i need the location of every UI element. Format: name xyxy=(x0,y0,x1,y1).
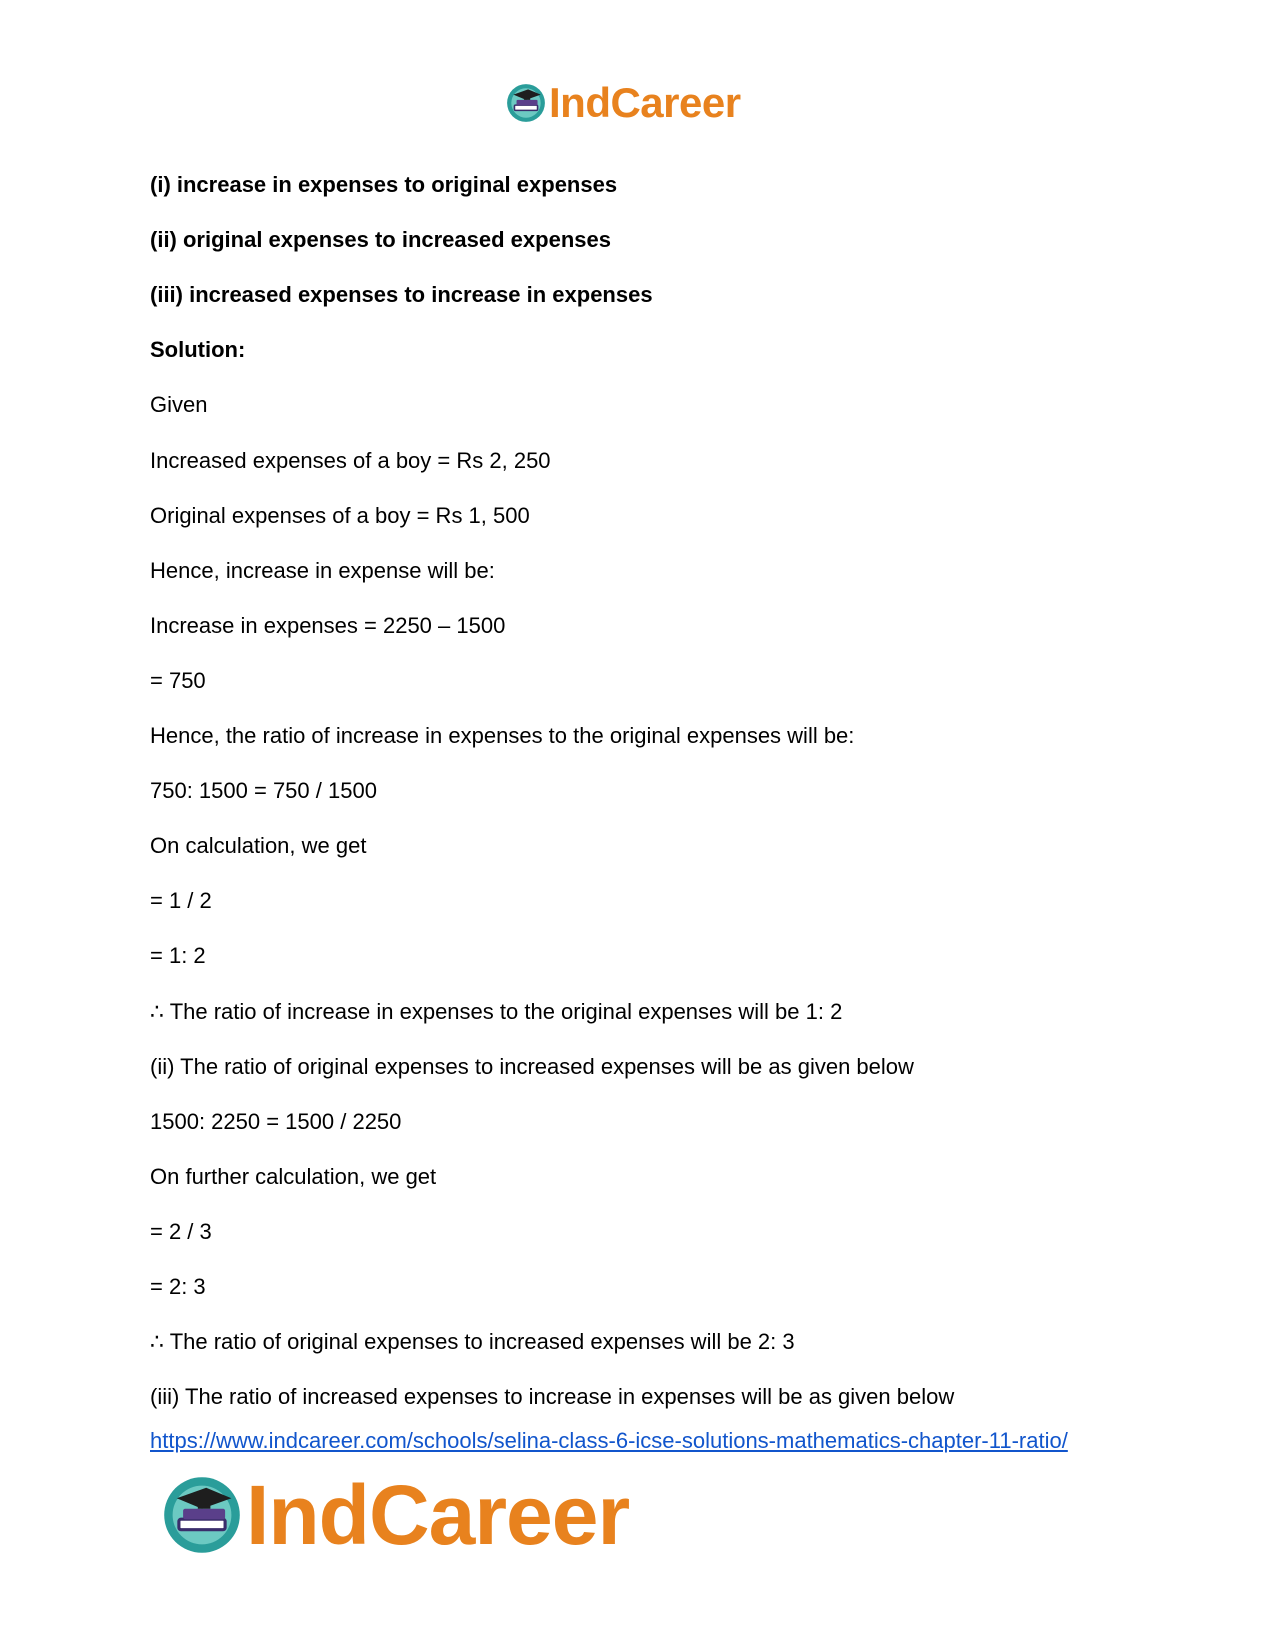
text-line: Hence, the ratio of increase in expenses to the original expenses will be: xyxy=(150,723,855,748)
text-line: (iii) The ratio of increased expenses to increase in expenses will be as given below xyxy=(150,1384,955,1409)
text-line: ∴ The ratio of increase in expenses to the original expenses will be 1: 2 xyxy=(150,999,843,1024)
text-line: Hence, increase in expense will be: xyxy=(150,558,495,583)
text-line: Original expenses of a boy = Rs 1, 500 xyxy=(150,503,530,528)
source-link[interactable]: https://www.indcareer.com/schools/selina-class-6-icse-solutions-mathematics-chapter-11-ratio/ xyxy=(150,1428,1068,1453)
text-line: (iii) increased expenses to increase in expenses xyxy=(150,282,653,307)
header-logo xyxy=(505,80,741,126)
text-line: Increased expenses of a boy = Rs 2, 250 xyxy=(150,448,551,473)
text-line: = 1 / 2 xyxy=(150,888,212,913)
text-line: Given xyxy=(150,392,208,417)
text-line: = 750 xyxy=(150,668,206,693)
text-line: = 1: 2 xyxy=(150,943,206,968)
footer-logo xyxy=(160,1470,629,1560)
text-line: (i) increase in expenses to original expenses xyxy=(150,172,618,197)
text-line: (ii) original expenses to increased expenses xyxy=(150,227,611,252)
text-line: 750: 1500 = 750 / 1500 xyxy=(150,778,377,803)
text-line: (ii) The ratio of original expenses to increased expenses will be as given below xyxy=(150,1054,914,1079)
text-line: Solution: xyxy=(150,337,246,362)
text-line: 1500: 2250 = 1500 / 2250 xyxy=(150,1109,402,1134)
text-line: = 2: 3 xyxy=(150,1274,206,1299)
graduation-cap-book-icon xyxy=(505,82,547,124)
header-logo-text: IndCareer xyxy=(549,79,741,126)
text-line: On calculation, we get xyxy=(150,833,367,858)
graduation-cap-book-icon xyxy=(160,1473,244,1557)
text-line: = 2 / 3 xyxy=(150,1219,212,1244)
text-line: Increase in expenses = 2250 – 1500 xyxy=(150,613,506,638)
footer-logo-text: IndCareer xyxy=(246,1468,630,1562)
text-line: On further calculation, we get xyxy=(150,1164,437,1189)
text-line: ∴ The ratio of original expenses to increased expenses will be 2: 3 xyxy=(150,1329,795,1354)
